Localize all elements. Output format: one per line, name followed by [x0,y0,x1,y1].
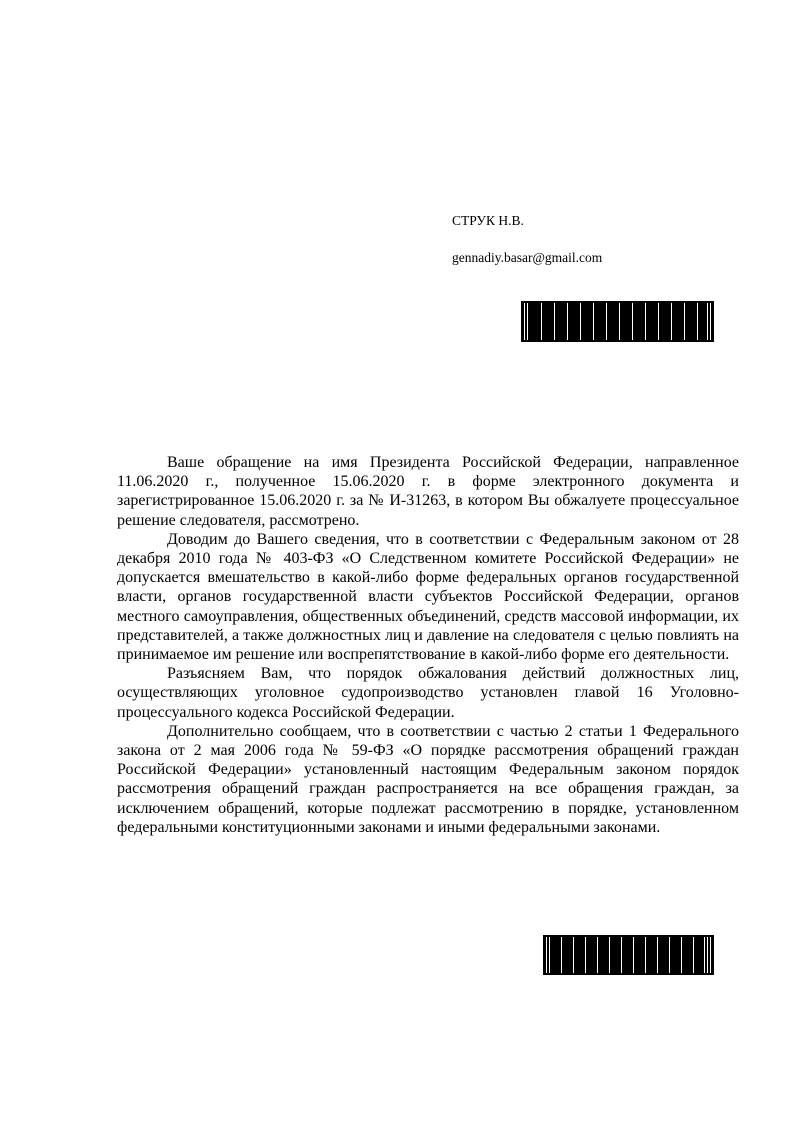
recipient-block [452,211,772,267]
paragraph-appeal-review: Ваше обращение на имя Президента Российской Федерации, направленное 11.06.2020 г., полученное 15.06.2020 г. в форме электронного документа и зарегистрированное 15.06.2020 г. за № И-31263, в котором Вы обжалуете процессуальное решение следователя, рассмотрено. [117,454,739,529]
recipient-email: gennadiy.basar@gmail.com [452,250,603,265]
paragraph-additional-info: Дополнительно сообщаем, что в соответствии с частью 2 статьи 1 Федерального закона от 2 мая 2006 года № 59-ФЗ «О порядке рассмотрения обращений граждан Российской Федерации» установленный настоящим Федеральным законом порядок рассмотрения обращений граждан распространяется на все обращения граждан, за исключением обращений, которые подлежат рассмотрению в порядке, установленном федеральными конституционными законами и иными федеральными законами. [117,722,739,836]
barcode-top [521,301,714,342]
paragraph-non-interference: Доводим до Вашего сведения, что в соответствии с Федеральным законом от 28 декабря 2010 года № 403-ФЗ «О Следственном комитете Российской Федерации» не допускается вмешательство в какой-либо форме федеральных органов государственной власти, органов государственной власти субъектов Российской Федерации, органов местного самоуправления, общественных объединений, средств массовой информации, их представителей, а также должностных лиц и давление на следователя с целью повлиять на принимаемое им решение или воспрепятствование в какой-либо форме его деятельности. [117,530,739,664]
barcode-bottom [543,935,714,975]
recipient-name: СТРУК Н.В. [452,213,524,228]
letter-body [117,453,739,837]
paragraph-appeal-procedure: Разъясняем Вам, что порядок обжалования действий должностных лиц, осуществляющих уголовное судопроизводство установлен главой 16 Уголовно-процессуального кодекса Российской Федерации. [117,665,739,721]
